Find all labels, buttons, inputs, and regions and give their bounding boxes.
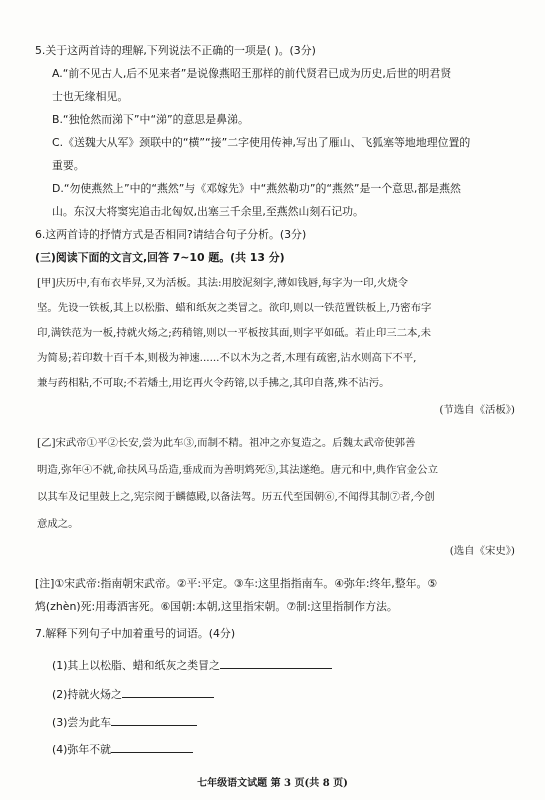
item-4-text: (4)弥年不就 [52, 743, 111, 756]
passage-b-source: (选自《宋史》) [449, 545, 515, 557]
passage-a-line-4: 为简易;若印数十百千本,则极为神速......不以木为之者,木理有疏密,沾水则高下不平, [37, 352, 417, 364]
option-d-line-2: 山。东汉大将窦宪追击北匈奴,出塞三千余里,至燕然山刻石记功。 [52, 205, 364, 218]
passage-a-source: (节选自《活板》) [439, 404, 515, 416]
option-d-line-1: D.“勿使燕然上”中的“燕然”与《邓嫁先》中“燕然勒功”的“燕然”是一个意思,都是燕然 [52, 182, 461, 195]
option-a-line-2: 士也无缘相见。 [52, 90, 129, 103]
notes-line-2: 鸩(zhèn)死:用毒酒害死。⑥国朝:本朝,这里指宋朝。⑦制:这里指制作方法。 [35, 600, 398, 613]
answer-blank-3[interactable] [111, 714, 197, 726]
question-7-item-1 [52, 657, 513, 673]
answer-blank-4[interactable] [111, 741, 193, 753]
page-footer: 七年级语文试题 第 3 页(共 8 页) [197, 778, 348, 789]
question-6: 6.这两首诗的抒情方式是否相同?请结合句子分析。(3分) [35, 228, 307, 241]
answer-blank-1[interactable] [220, 657, 332, 669]
passage-b-line-1: [乙]宋武帝①平②长安,尝为此车③,而制不精。祖冲之亦复造之。后魏太武帝使郭善 [37, 437, 416, 449]
item-2-text: (2)持就火炀之 [52, 688, 122, 701]
question-7-stem: 7.解释下列句子中加着重号的词语。(4分) [35, 627, 236, 640]
answer-blank-2[interactable] [122, 686, 214, 698]
option-c-line-2: 重要。 [52, 159, 85, 172]
question-5-stem: 5.关于这两首诗的理解,下列说法不正确的一项是( )。(3分) [35, 44, 316, 57]
question-7-item-3 [52, 714, 513, 730]
passage-a-line-1: [甲]庆历中,有布衣毕昇,又为活板。其法:用胶泥刻字,薄如钱唇,每字为一印,火烧令 [37, 277, 409, 289]
passage-b-line-3: 以其车及记里鼓上之,宪宗阅于麟德殿,以备法驾。历五代至国朝⑥,不闻得其制⑦者,今创 [37, 491, 435, 503]
option-c-line-1: C.《送魏大从军》颈联中的“横”“接”二字使用传神,写出了雁山、飞狐塞等地地理位置的 [52, 136, 471, 149]
question-7-item-2 [52, 686, 513, 702]
passage-a-line-5: 兼与药相粘,不可取;不若燔土,用讫再火令药镕,以手拂之,其印自落,殊不沾污。 [37, 377, 390, 389]
notes-line-1: [注]①宋武帝:指南朝宋武帝。②平:平定。③车:这里指指南车。④弥年:终年,整年。⑤ [35, 577, 438, 590]
option-b-line-1: B.“独怆然而涕下”中“涕”的意思是鼻涕。 [52, 113, 249, 126]
passage-b-line-2: 明造,弥年④不就,命扶风马岳造,垂成而为善明鸩死⑤,其法遂绝。唐元和中,典作官金公立 [37, 464, 438, 476]
section-3-title: (三)阅读下面的文言文,回答 7~10 题。(共 13 分) [35, 251, 285, 264]
option-a-line-1: A.“前不见古人,后不见来者”是说像燕昭王那样的前代贤君已成为历史,后世的明君贤 [52, 67, 452, 80]
passage-a-line-3: 印,满铁范为一板,持就火炀之;药稍镕,则以一平板按其面,则字平如砥。若止印三二本,未 [37, 327, 432, 339]
passage-b-line-4: 意成之。 [37, 518, 79, 530]
item-1-text: (1)其上以松脂、蜡和纸灰之类冒之 [52, 659, 220, 672]
item-3-text: (3)尝为此车 [52, 716, 111, 729]
passage-a-line-2: 坚。先设一铁板,其上以松脂、蜡和纸灰之类冒之。欲印,则以一铁范置铁板上,乃密布字 [37, 302, 432, 314]
question-7-item-4 [52, 741, 513, 757]
